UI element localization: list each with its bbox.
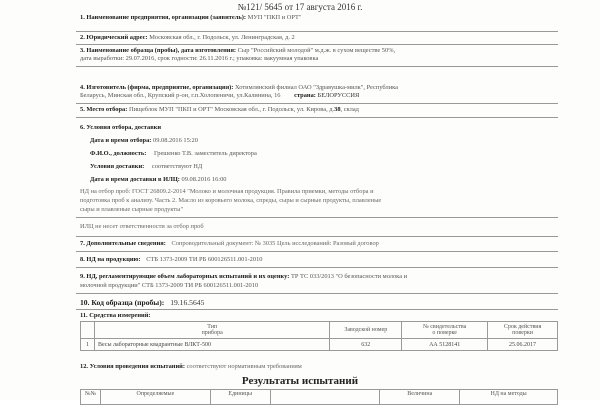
table-header-cell: № свидетельства о поверке (402, 322, 488, 339)
liability-note: ИЛЦ не несет ответственности за отбор проб (80, 223, 204, 230)
regulation-value: ТР ТС 033/2013 "О безопасности молока и (290, 273, 408, 280)
applicant-value: МУП "ПКП и ОРТ" (247, 14, 302, 21)
manufacturer-address-line (80, 92, 560, 100)
delivery-conditions-label: Условия доставки: (90, 163, 145, 170)
results-header-cell: Единицы (210, 390, 270, 405)
divider (76, 66, 558, 67)
results-header-cell: НД на методы (460, 390, 558, 405)
table-cell: 25.06.2017 (488, 339, 558, 351)
conditions-label: 6. Условия отбора, доставки (80, 124, 162, 131)
table-header-row (81, 322, 558, 339)
delivery-date-label: Дата и время доставки в ИЛЦ: (90, 176, 180, 183)
responsible-value: Грешенко Т.В. заместитель директора (153, 150, 257, 157)
responsible-row (90, 150, 570, 158)
regulation-label: 9. НД, регламентирующие объем лабораторных испытаний и их оценку: (80, 273, 290, 280)
results-header-cell (270, 390, 380, 405)
document-number: №121/ 5645 от 17 августа 2016 г. (237, 2, 363, 12)
table-header-cell (81, 322, 95, 339)
additional-info-label: 7. Дополнительные сведения: (80, 240, 166, 247)
table-header-cell: Срок действия поверки (488, 322, 558, 339)
manufacturer-address: Беларусь, Минская обл., Крупский р-он, г.п.Холопеничи, ул.Калинина, 16 (80, 92, 281, 99)
table-cell: АА 5128141 (402, 339, 488, 351)
sampling-place-label: 5. Место отбора: (80, 106, 128, 113)
sample-production-info (80, 55, 560, 63)
test-conditions-value: соответствуют нормативным требованиям (186, 363, 302, 370)
delivery-conditions-value: соответствуют НД (151, 163, 203, 170)
sample-production-value: дата выработки: 29.07.2016, срок годности: 26.11.2016 г.; упаковка: вакуумная упаковка (80, 55, 319, 62)
sampling-place-value: Пищеблок МУП "ПКП и ОРТ" Московская обл., г. Подольск, ул. Кирова, д. (128, 106, 335, 113)
table-header-cell: Заводской номер (330, 322, 402, 339)
section-sample-code (80, 298, 560, 307)
legal-address-label: 2. Юридический адрес: (80, 34, 148, 41)
table-cell: 632 (330, 339, 402, 351)
sampling-place-tail: , склад (340, 106, 359, 113)
instruments-label: 11. Средства измерений: (80, 312, 151, 319)
test-conditions-label: 12. Условия проведения испытаний: (80, 363, 185, 370)
country-label: страна: (294, 92, 316, 99)
divider (76, 267, 558, 268)
sample-code-value: 19.16.5645 (170, 298, 205, 307)
manufacturer-value: Хотимлянский филиал ОАО "Здравушка-милк", Республика (235, 84, 398, 91)
results-header-cell: №№ (81, 390, 101, 405)
sampling-date-label: Дата и время отбора: (90, 137, 152, 144)
section-manufacturer (80, 84, 560, 92)
table-cell: 1 (81, 339, 95, 351)
section-test-conditions (80, 363, 560, 371)
regulation-value-line-2: молочной продукции" СТБ 1373-2009 ТИ РБ 600126511.001-2010 (80, 282, 259, 289)
delivery-date-value: 09.08.2016 16:00 (181, 176, 227, 183)
results-header-row (81, 390, 558, 405)
section-sample-name (80, 47, 560, 55)
results-title: Результаты испытаний (241, 375, 359, 387)
sample-name-label: 3. Наименование образца (пробы), дата изготовления: (80, 47, 237, 54)
sampling-nd-line-1: НД на отбор проб: ГОСТ 26809.2-2014 "Молоко и молочная продукция. Правила приемки, методы отбора и (80, 188, 374, 195)
sampling-date-row (90, 137, 570, 145)
applicant-label: 1. Наименование предприятия, организации (заявитель): (80, 14, 246, 21)
divider (76, 44, 558, 45)
section-regulation (80, 273, 560, 281)
regulation-continuation (80, 282, 560, 290)
section-conditions (80, 124, 560, 132)
section-legal-address (80, 34, 560, 42)
manufacturer-label: 4. Изготовитель (фирма, предприятие, организация): (80, 84, 234, 91)
table-row (81, 339, 558, 351)
section-applicant (80, 14, 560, 22)
country-value: БЕЛОРУССИЯ (317, 92, 360, 99)
results-header-cell: Определяемые (100, 390, 210, 405)
results-table (80, 389, 558, 405)
divider (76, 217, 558, 218)
sampling-nd-line-2: подготовка проб к анализу. Часть 2. Масло из коровьего молока, спреды, сыры и сырные продукты, плавленые (80, 197, 382, 204)
divider (76, 117, 558, 118)
product-nd-label: 8. НД на продукцию: (80, 256, 141, 263)
divider (76, 236, 558, 237)
legal-address-value: Московская обл., г. Подольск, ул. Ленинградская, д. 2 (149, 34, 295, 41)
section-product-nd (80, 256, 560, 264)
delivery-date-row (90, 176, 570, 184)
sample-name-value: Сыр "Российский молодой" м.д.ж. в сухом веществе 50%, (237, 47, 396, 54)
additional-info-value: Сопроводительный документ: № 3035 Цель исследований: Разовый договор (171, 240, 379, 247)
responsible-label: Ф.И.О., должность: (90, 150, 147, 157)
table-header-cell: Тип прибора (94, 322, 329, 339)
sample-code-label: 10. Код образца (пробы): (80, 298, 165, 307)
divider (76, 293, 558, 294)
sampling-house-number: 38 (334, 106, 341, 113)
divider (76, 103, 558, 104)
table-cell: Весы лабораторные квадрантные ВЛКТ-500 (94, 339, 329, 351)
results-header-cell: Величина (380, 390, 460, 405)
sampling-date-value: 09.08.2016 15:20 (153, 137, 198, 144)
product-nd-value: СТБ 1373-2009 ТИ РБ 600126511.001-2010 (146, 256, 263, 263)
divider (76, 309, 558, 310)
sampling-nd-line-3: сыры и плавленые сырные продукты" (80, 206, 184, 213)
section-sampling-place (80, 106, 560, 114)
instruments-table (80, 321, 558, 351)
delivery-conditions-row (90, 163, 570, 171)
divider (76, 251, 558, 252)
divider (76, 31, 558, 32)
section-additional-info (80, 240, 560, 248)
section-instruments (80, 312, 560, 320)
